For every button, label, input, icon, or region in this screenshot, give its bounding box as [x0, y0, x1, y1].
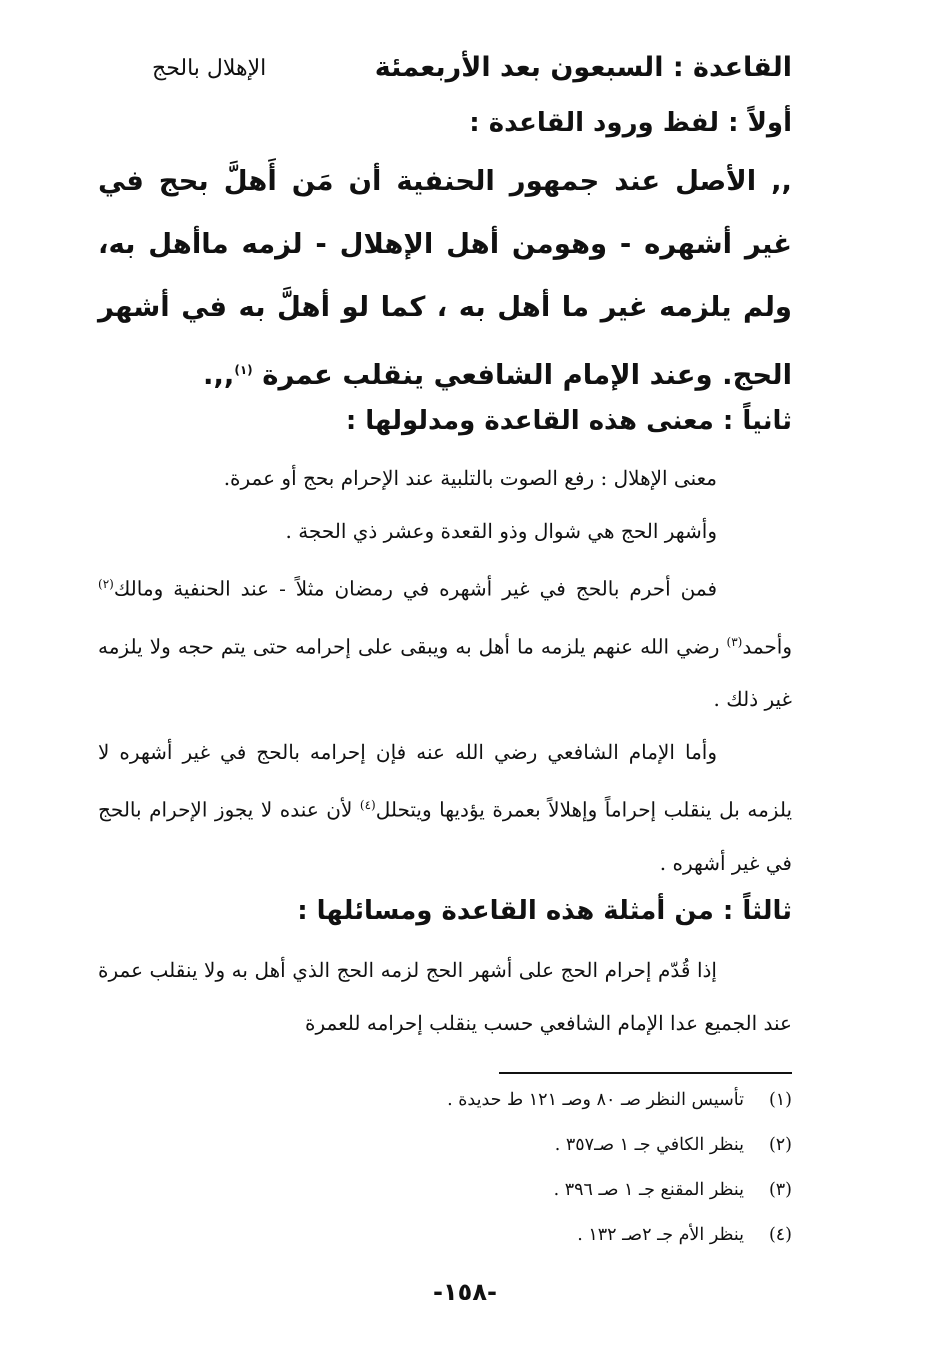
footnote-item [332, 1225, 792, 1270]
footnote-number: (٤) [768, 1225, 792, 1245]
footnote-number: (٣) [768, 1180, 792, 1200]
footnote-item [332, 1135, 792, 1180]
footnote-text: ينظر الكافي جـ ١ صـ٣٥٧ . [554, 1135, 744, 1155]
paragraph-shafii-view [98, 726, 792, 890]
footnotes [332, 1090, 792, 1270]
footnote-item [332, 1090, 792, 1135]
section-heading-meaning: ثانياً : معنى هذه القاعدة ومدلولها : [345, 406, 792, 436]
examples-body [98, 944, 792, 1050]
rule-quote [98, 150, 792, 407]
page-number: -١٥٨- [433, 1278, 497, 1306]
quote-text: الأصل عند جمهور الحنفية أن مَن أَهلَّ بحج في غير أشهره - وهومن أهل الإهلال - لزمه ماأهل به، ولم يلزمه غير ما أهل به ، كما لو أهلَّ به في أشهر الحج. وعند الإمام الشافعي ينقلب عمرة [98, 165, 792, 392]
topic-title: الإهلال بالحج [152, 56, 267, 81]
footnote-number: (١) [768, 1090, 792, 1110]
paragraph-text: وأحمد [742, 634, 792, 659]
running-header [140, 52, 792, 92]
footnote-separator [499, 1072, 792, 1074]
footnote-text: تأسيس النظر صـ ٨٠ وصـ ١٢١ ط حديدة . [447, 1090, 744, 1110]
footnote-ref-2: (٢) [98, 577, 114, 591]
paragraph-text: رضي الله عنهم يلزمه ما أهل به ويبقى على إحرامه حتى يتم حجه ولا يلزمه غير ذلك . [98, 634, 792, 712]
footnote-item [332, 1180, 792, 1225]
section-heading-examples: ثالثاً : من أمثلة هذه القاعدة ومسائلها : [297, 896, 792, 926]
footnote-ref-1: (١) [234, 363, 253, 377]
paragraph-text: وأما الإمام الشافعي رضي الله عنه فإن إحرامه بالحج في غير أشهره لا يلزمه بل ينقلب إحراماً وإهلالاً بعمرة يؤديها ويتحلل [98, 740, 793, 822]
footnote-ref-3: (٣) [726, 634, 743, 649]
footnote-text: ينظر الأم جـ ٢صـ ١٣٢ . [577, 1225, 744, 1245]
paragraph-ihlal-definition: معنى الإهلال : رفع الصوت بالتلبية عند الإحرام بحج أو عمرة. [223, 466, 717, 490]
meaning-body [98, 452, 792, 890]
footnote-text: ينظر المقنع جـ ١ صـ ٣٩٦ . [553, 1180, 744, 1200]
paragraph-majority-view [98, 558, 792, 726]
section-heading-wording: أولاً : لفظ ورود القاعدة : [469, 108, 792, 138]
footnote-ref-4: (٤) [359, 798, 376, 813]
rule-title: القاعدة : السبعون بعد الأربعمئة [374, 52, 792, 83]
paragraph-hajj-months: وأشهر الحج هي شوال وذو القعدة وعشر ذي الحجة . [285, 519, 717, 543]
paragraph-text: لأن عنده لا يجوز الإحرام بالحج في غير أشهره . [98, 797, 792, 875]
paragraph-text: فمن أحرم بالحج في غير أشهره في رمضان مثلاً - عند الحنفية ومالك [113, 576, 717, 601]
quote-close-mark: ,,. [203, 359, 235, 392]
paragraph-example-1: إذا قُدّم إحرام الحج على أشهر الحج لزمه الحج الذي أهل به ولا ينقلب عمرة عند الجميع عدا الإمام الشافعي حسب ينقلب إحرامه للعمرة [98, 958, 792, 1035]
quote-open-mark: ,, [756, 165, 793, 197]
footnote-number: (٢) [768, 1135, 792, 1155]
